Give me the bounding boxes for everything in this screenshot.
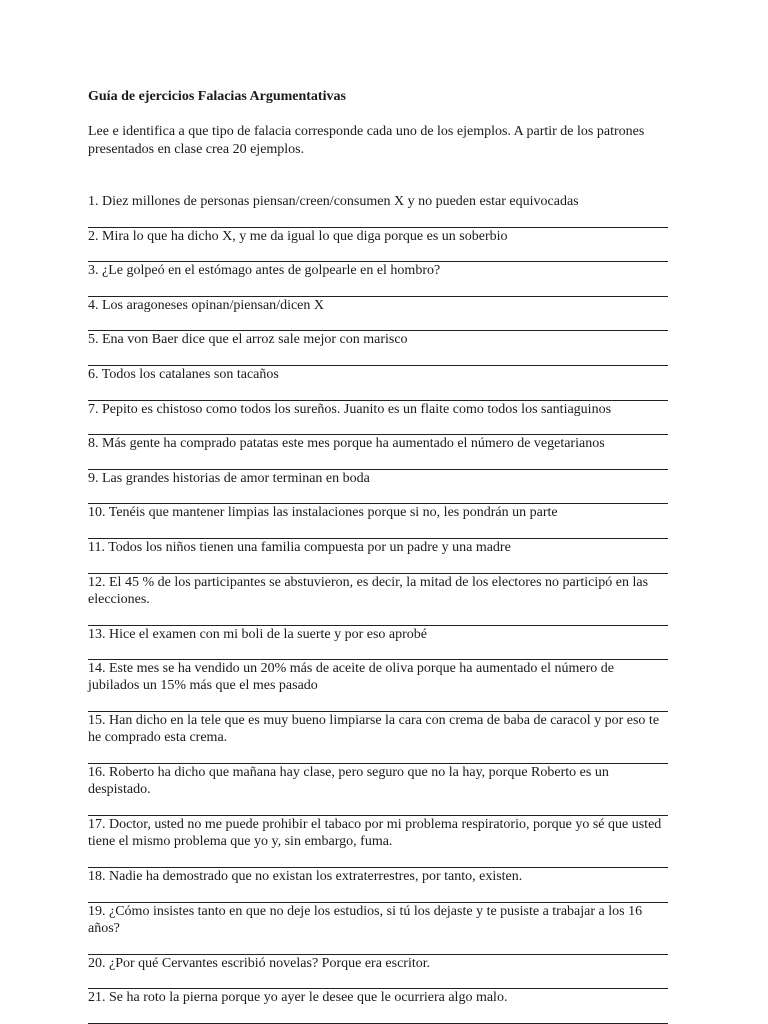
exercise-item	[88, 903, 668, 955]
exercise-item	[88, 626, 668, 661]
exercise-item	[88, 868, 668, 903]
exercise-item	[88, 816, 668, 868]
exercise-item	[88, 574, 668, 626]
exercise-list	[88, 193, 668, 1024]
exercise-item	[88, 193, 668, 228]
exercise-text: 18. Nadie ha demostrado que no existan los extraterrestres, por tanto, existen.	[88, 869, 523, 885]
exercise-item	[88, 712, 668, 764]
exercise-item	[88, 470, 668, 505]
exercise-text: 1. Diez millones de personas piensan/creen/consumen X y no pueden estar equivocadas	[88, 194, 579, 209]
exercise-item	[88, 504, 668, 539]
exercise-text: 6. Todos los catalanes son tacaños	[88, 366, 279, 382]
exercise-text: 11. Todos los niños tienen una familia compuesta por un padre y una madre	[88, 539, 511, 555]
exercise-item	[88, 366, 668, 401]
exercise-item	[88, 435, 668, 470]
exercise-text: 2. Mira lo que ha dicho X, y me da igual lo que diga porque es un soberbio	[88, 228, 508, 244]
exercise-text: 9. Las grandes historias de amor terminan en boda	[88, 470, 370, 486]
exercise-text: 17. Doctor, usted no me puede prohibir el tabaco por mi problema respiratorio, porque yo sé que usted tiene el mismo problema que yo y, sin embargo, fuma.	[88, 817, 662, 850]
exercise-text: 8. Más gente ha comprado patatas este mes porque ha aumentado el número de vegetarianos	[88, 436, 605, 452]
exercise-item	[88, 228, 668, 263]
exercise-text: 20. ¿Por qué Cervantes escribió novelas? Porque era escritor.	[88, 955, 431, 971]
exercise-item	[88, 539, 668, 574]
document-title: Guía de ejercicios Falacias Argumentativas	[88, 89, 346, 104]
exercise-text: 10. Tenéis que mantener limpias las instalaciones porque si no, les pondrán un parte	[88, 505, 558, 521]
document-intro: Lee e identifica a que tipo de falacia corresponde cada uno de los ejemplos. A partir de los patrones presentados en clase crea 20 ejemplos.	[88, 124, 645, 157]
exercise-text: 5. Ena von Baer dice que el arroz sale mejor con marisco	[88, 332, 408, 348]
exercise-item	[88, 297, 668, 332]
exercise-item	[88, 660, 668, 712]
exercise-text: 14. Este mes se ha vendido un 20% más de aceite de oliva porque ha aumentado el número de jubilados un 15% más que el mes pasado	[88, 661, 614, 694]
exercise-text: 7. Pepito es chistoso como todos los sureños. Juanito es un flaite como todos los santiaguinos	[88, 401, 612, 417]
exercise-text: 16. Roberto ha dicho que mañana hay clase, pero seguro que no la hay, porque Roberto es un despistado.	[88, 765, 609, 798]
exercise-item	[88, 401, 668, 436]
exercise-item	[88, 331, 668, 366]
exercise-item	[88, 764, 668, 816]
exercise-item	[88, 989, 668, 1024]
exercise-text: 15. Han dicho en la tele que es muy bueno limpiarse la cara con crema de baba de caracol y por eso te he comprado esta crema.	[88, 713, 660, 746]
exercise-item	[88, 262, 668, 297]
exercise-text: 4. Los aragoneses opinan/piensan/dicen X	[88, 297, 324, 313]
exercise-text: 3. ¿Le golpeó en el estómago antes de golpearle en el hombro?	[88, 263, 441, 279]
exercise-text: 13. Hice el examen con mi boli de la suerte y por eso aprobé	[88, 626, 427, 642]
exercise-text: 12. El 45 % de los participantes se abstuvieron, es decir, la mitad de los electores no participó en las elecciones.	[88, 574, 649, 607]
exercise-text: 21. Se ha roto la pierna porque yo ayer le desee que le ocurriera algo malo.	[88, 990, 508, 1006]
exercise-text: 19. ¿Cómo insistes tanto en que no deje los estudios, si tú los dejaste y te pusiste a trabajar a los 16 años?	[88, 903, 643, 936]
exercise-item	[88, 955, 668, 990]
